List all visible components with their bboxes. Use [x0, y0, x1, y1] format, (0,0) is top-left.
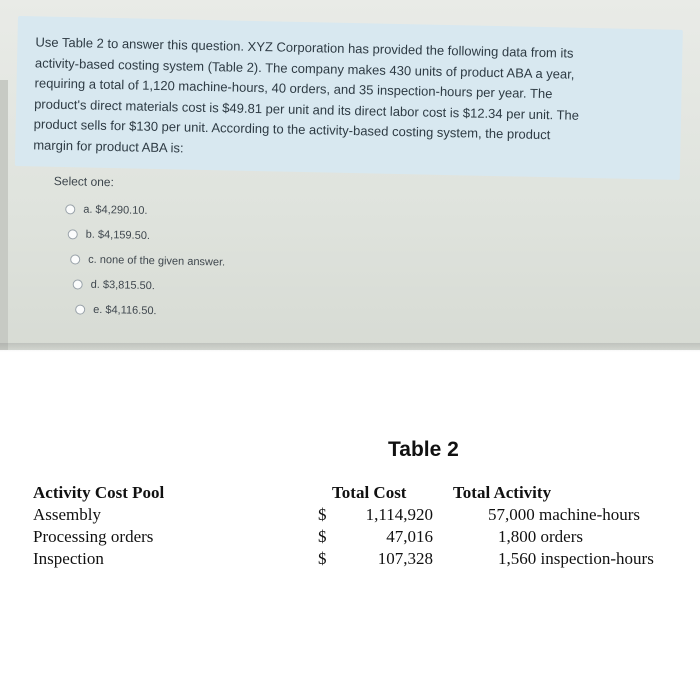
question-line: product's direct materials cost is $49.81 per unit and its direct labor cost is $12.34 per unit. The: [34, 95, 580, 123]
question-line: Use Table 2 to answer this question. XYZ Corporation has provided the following data from its: [35, 34, 574, 61]
dollar-sign: $: [318, 505, 327, 524]
pool-cell: Assembly: [33, 505, 101, 524]
option-e[interactable]: [75, 296, 224, 324]
activity-cell: 1,800 orders: [498, 527, 583, 546]
radio-icon[interactable]: [65, 204, 75, 214]
cost-column: [345, 504, 433, 570]
cost-header: Total Cost: [332, 483, 407, 502]
radio-icon[interactable]: [68, 229, 78, 239]
radio-icon[interactable]: [73, 279, 83, 289]
answer-options: [51, 174, 227, 325]
activity-column: [488, 504, 654, 570]
option-label: b. $4,159.50.: [85, 228, 151, 242]
option-b[interactable]: [67, 221, 225, 249]
dollar-sign: $: [318, 527, 327, 546]
question-text: [33, 32, 625, 167]
pool-cell: Processing orders: [33, 527, 154, 546]
activity-header: Total Activity: [453, 483, 552, 502]
dollar-sign: $: [318, 549, 327, 568]
option-label: a. $4,290.10.: [83, 203, 148, 217]
radio-icon[interactable]: [70, 254, 80, 264]
table-title: Table 2: [388, 438, 459, 461]
select-label: Select one:: [53, 174, 115, 190]
option-label: c. none of the given answer.: [88, 253, 226, 269]
radio-icon[interactable]: [75, 304, 85, 314]
cost-cell: 1,114,920: [365, 505, 433, 524]
photo-divider: [0, 343, 700, 352]
option-label: e. $4,116.50.: [93, 303, 157, 317]
activity-cell: 57,000 machine-hours: [488, 505, 641, 524]
question-card: [15, 16, 683, 180]
option-c[interactable]: [70, 246, 225, 274]
option-label: d. $3,815.50.: [90, 278, 156, 292]
pool-column: [33, 482, 164, 570]
cost-cell: 47,016: [386, 527, 433, 546]
option-a[interactable]: [65, 196, 226, 224]
dollar-column: [318, 504, 327, 570]
option-d[interactable]: [72, 271, 224, 299]
photo-edge: [0, 80, 8, 350]
question-line: activity-based costing system (Table 2). The company makes 430 units of product ABA a year,: [34, 54, 575, 82]
question-line: product sells for $130 per unit. According to the activity-based costing system, the product: [33, 116, 551, 143]
cost-cell: 107,328: [377, 549, 433, 568]
question-line: requiring a total of 1,120 machine-hours, 40 orders, and 35 inspection-hours per year. The: [34, 75, 553, 102]
question-line: margin for product ABA is:: [33, 136, 184, 155]
pool-cell: Inspection: [33, 549, 104, 568]
activity-cell: 1,560 inspection-hours: [498, 549, 654, 568]
pool-header: Activity Cost Pool: [33, 483, 165, 502]
